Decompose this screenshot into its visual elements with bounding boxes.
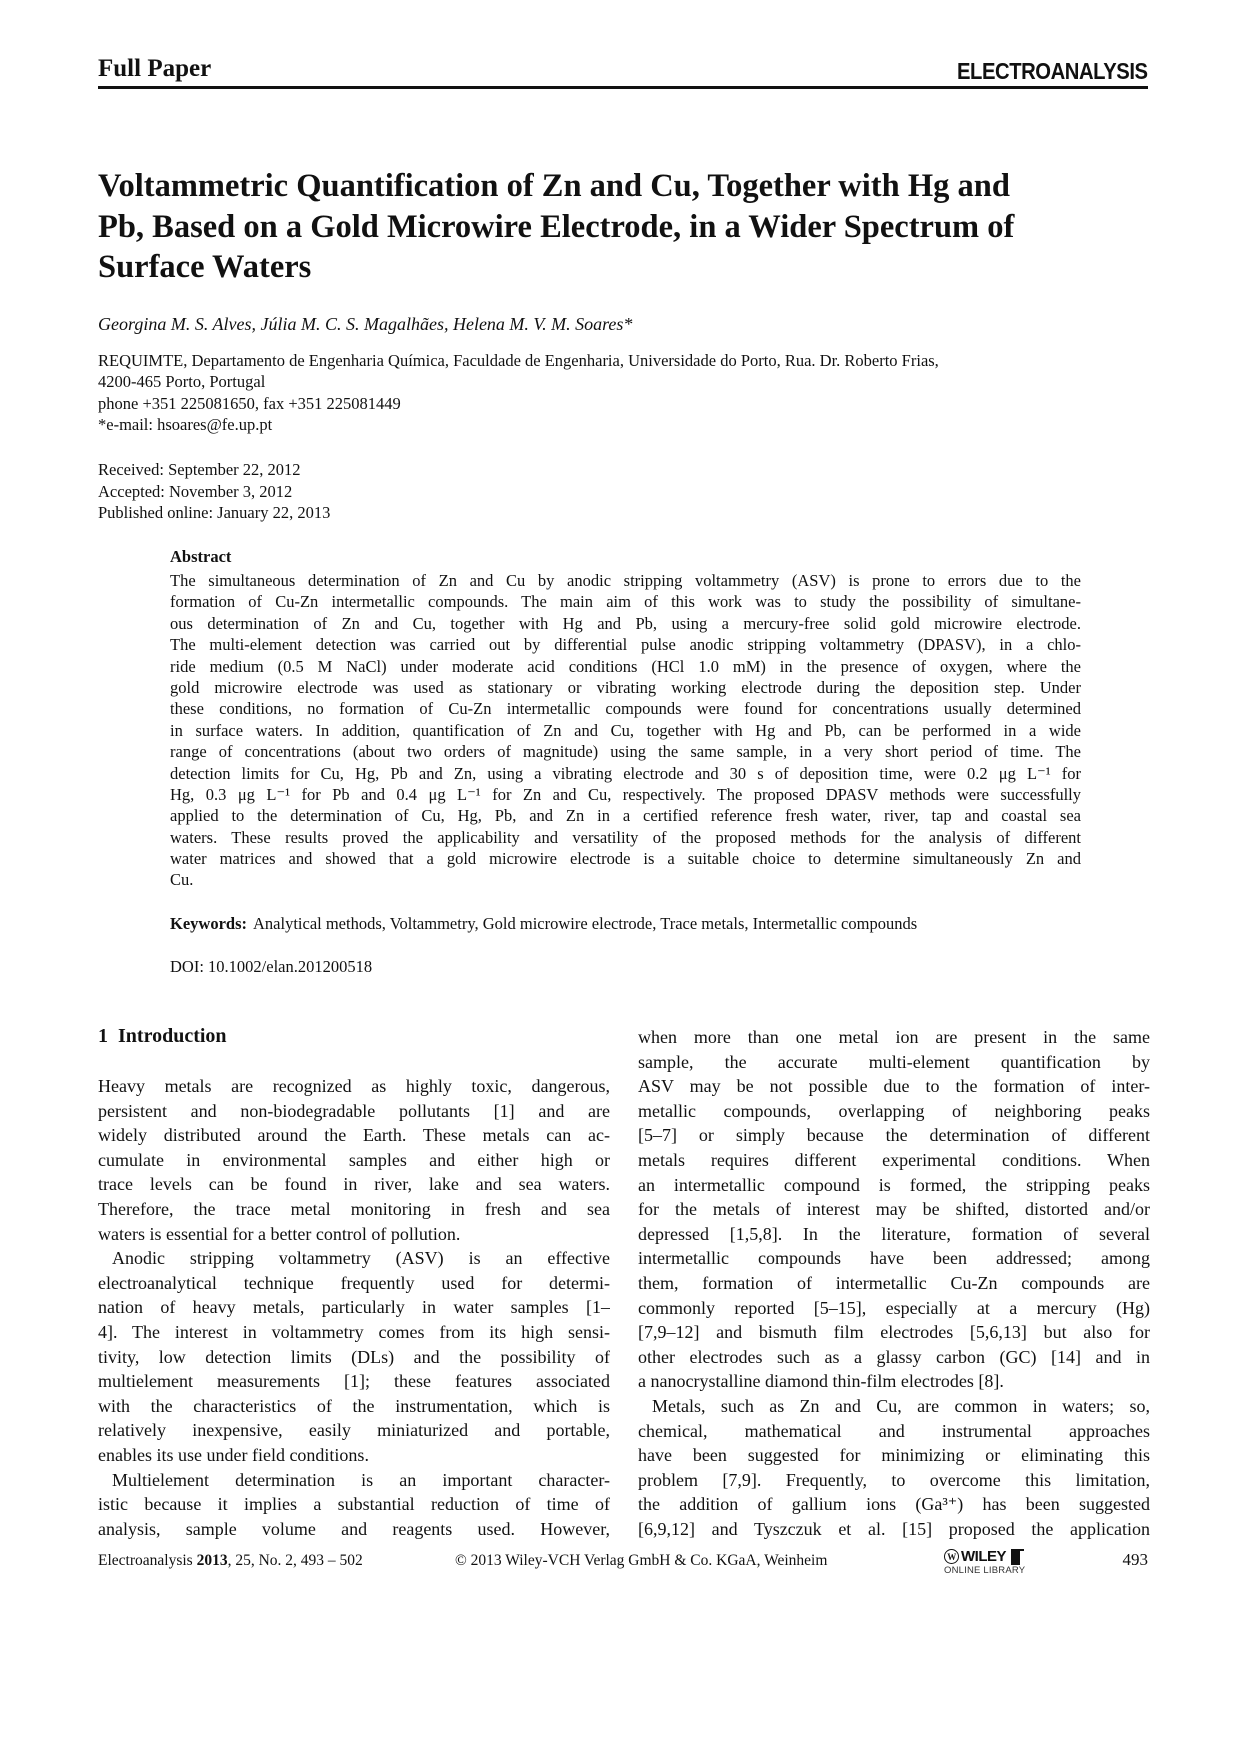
title-line: Surface Waters bbox=[98, 249, 312, 285]
text-line: waters. These results proved the applicability and versatility of the proposed methods for the analysis of different bbox=[170, 827, 1081, 847]
text-line: commonly reported [5–15], especially at a mercury (Hg) bbox=[638, 1297, 1150, 1318]
affiliation-line: 4200-465 Porto, Portugal bbox=[98, 372, 266, 392]
text-line: Cu. bbox=[170, 870, 194, 890]
text-line: them, formation of intermetallic Cu-Zn compounds are bbox=[638, 1272, 1150, 1293]
text-line: istic because it implies a substantial reduction of time of bbox=[98, 1494, 610, 1515]
text-line: enables its use under field conditions. bbox=[98, 1444, 369, 1465]
text-line: [5–7] or simply because the determination of different bbox=[638, 1125, 1150, 1146]
section-title: Introduction bbox=[118, 1025, 227, 1047]
text-line: multielement measurements [1]; these features associated bbox=[98, 1371, 610, 1392]
wiley-emblem-icon: W bbox=[944, 1549, 959, 1564]
text-line: Hg, 0.3 μg L⁻¹ for Pb and 0.4 μg L⁻¹ for Zn and Cu, respectively. The proposed DPASV methods were successfully bbox=[170, 784, 1081, 804]
text-line: metals requires different experimental conditions. When bbox=[638, 1149, 1150, 1170]
logo-sub-text: ONLINE LIBRARY bbox=[944, 1565, 1026, 1576]
text-line: [6,9,12] and Tyszczuk et al. [15] proposed the application bbox=[638, 1518, 1150, 1539]
accepted-date: Accepted: November 3, 2012 bbox=[98, 481, 293, 501]
books-icon bbox=[1011, 1549, 1024, 1565]
text-line: depressed [1,5,8]. In the literature, formation of several bbox=[638, 1223, 1150, 1244]
abstract-heading: Abstract bbox=[170, 547, 232, 566]
doi: DOI: 10.1002/elan.201200518 bbox=[170, 957, 373, 976]
published-date: Published online: January 22, 2013 bbox=[98, 503, 331, 522]
authors: Georgina M. S. Alves, Júlia M. C. S. Magalhães, Helena M. V. M. Soares* bbox=[98, 314, 633, 334]
text-line: ride medium (0.5 M NaCl) under moderate acid conditions (HCl 1.0 mM) in the presence of oxygen, where the bbox=[170, 656, 1081, 676]
text-line: other electrodes such as a glassy carbon (GC) [14] and in bbox=[638, 1346, 1150, 1367]
paper-title bbox=[98, 166, 1158, 288]
footer-copyright: © 2013 Wiley-VCH Verlag GmbH & Co. KGaA, Weinheim bbox=[455, 1552, 828, 1569]
text-line: detection limits for Cu, Hg, Pb and Zn, using a vibrating electrode and 30 s of deposition time, were 0.2 μg L⁻¹ for bbox=[170, 763, 1081, 783]
journal-name: ELECTROANALYSIS bbox=[957, 58, 1148, 84]
text-line: persistent and non-biodegradable pollutants [1] and are bbox=[98, 1100, 610, 1121]
section-heading bbox=[98, 1025, 237, 1048]
text-line: waters is essential for a better control of pollution. bbox=[98, 1223, 461, 1244]
text-line: 4]. The interest in voltammetry comes from its high sensi- bbox=[98, 1321, 610, 1342]
keywords bbox=[170, 914, 917, 934]
text-line: intermetallic compounds have been addressed; among bbox=[638, 1248, 1150, 1269]
text-line: cumulate in environmental samples and either high or bbox=[98, 1149, 610, 1170]
text-line: widely distributed around the Earth. These metals can ac- bbox=[98, 1125, 610, 1146]
header-rule bbox=[98, 86, 1148, 89]
right-column bbox=[638, 1025, 1150, 1541]
publication-dates bbox=[98, 459, 330, 524]
text-line: analysis, sample volume and reagents used. However, bbox=[98, 1518, 610, 1539]
contact-phone: phone +351 225081650, fax +351 225081449 bbox=[98, 393, 401, 413]
received-date: Received: September 22, 2012 bbox=[98, 460, 301, 479]
text-line: tivity, low detection limits (DLs) and the possibility of bbox=[98, 1346, 610, 1367]
text-line: relatively inexpensive, easily miniaturized and portable, bbox=[98, 1420, 610, 1441]
text-line: The multi-element detection was carried out by differential pulse anodic stripping voltammetry (DPASV), in a chlo- bbox=[170, 635, 1081, 655]
text-line: Therefore, the trace metal monitoring in fresh and sea bbox=[98, 1198, 610, 1219]
text-line: formation of Cu-Zn intermetallic compounds. The main aim of this work was to study the possibility of simultane- bbox=[170, 592, 1081, 612]
text-line: Metals, such as Zn and Cu, are common in waters; so, bbox=[652, 1395, 1150, 1416]
title-line: Voltammetric Quantification of Zn and Cu, Together with Hg and bbox=[98, 168, 1010, 204]
text-line: problem [7,9]. Frequently, to overcome this limitation, bbox=[638, 1469, 1150, 1490]
text-line: an intermetallic compound is formed, the stripping peaks bbox=[638, 1174, 1150, 1195]
text-line: water matrices and showed that a gold microwire electrode is a suitable choice to determine simultaneously Zn and bbox=[170, 849, 1081, 869]
text-line: the addition of gallium ions (Ga³⁺) has been suggested bbox=[638, 1494, 1150, 1515]
text-line: electroanalytical technique frequently used for determi- bbox=[98, 1272, 610, 1293]
text-line: Multielement determination is an important character- bbox=[112, 1469, 610, 1490]
abstract-body bbox=[170, 570, 1081, 891]
text-line: when more than one metal ion are present in the same bbox=[638, 1027, 1150, 1047]
affiliation bbox=[98, 350, 939, 435]
text-line: nation of heavy metals, particularly in water samples [1– bbox=[98, 1297, 610, 1318]
section-type-label: Full Paper bbox=[98, 55, 212, 82]
text-line: gold microwire electrode was used as stationary or vibrating working electrode during the deposition step. Under bbox=[170, 677, 1081, 697]
text-line: metallic compounds, overlapping of neighboring peaks bbox=[638, 1100, 1150, 1121]
keywords-text: Analytical methods, Voltammetry, Gold microwire electrode, Trace metals, Intermetallic compounds bbox=[253, 914, 918, 933]
affiliation-line: REQUIMTE, Departamento de Engenharia Química, Faculdade de Engenharia, Universidade do Porto, Rua. Dr. Roberto Frias, bbox=[98, 351, 939, 370]
footer-citation bbox=[98, 1552, 363, 1570]
text-line: for the metals of interest may be shifted, distorted and/or bbox=[638, 1199, 1150, 1220]
text-line: have been suggested for minimizing or eliminating this bbox=[638, 1445, 1150, 1466]
text-line: [7,9–12] and bismuth film electrodes [5,6,13] but also for bbox=[638, 1322, 1150, 1343]
text-line: Heavy metals are recognized as highly toxic, dangerous, bbox=[98, 1076, 610, 1096]
wiley-online-library-logo bbox=[944, 1548, 1025, 1576]
text-line: these conditions, no formation of Cu-Zn intermetallic compounds were found for concentrations usually determined bbox=[170, 699, 1081, 719]
left-column bbox=[98, 1074, 610, 1541]
text-line: in surface waters. In addition, quantification of Zn and Cu, together with Hg and Pb, can be performed in a wide bbox=[170, 720, 1081, 740]
text-line: Anodic stripping voltammetry (ASV) is an effective bbox=[112, 1248, 610, 1269]
title-line: Pb, Based on a Gold Microwire Electrode, in a Wider Spectrum of bbox=[98, 208, 1015, 245]
text-line: with the characteristics of the instrumentation, which is bbox=[98, 1395, 610, 1416]
page-number: 493 bbox=[1122, 1550, 1148, 1569]
text-line: sample, the accurate multi-element quantification by bbox=[638, 1051, 1150, 1072]
text-line: chemical, mathematical and instrumental approaches bbox=[638, 1420, 1150, 1441]
text-line: applied to the determination of Cu, Hg, Pb, and Zn in a certified reference fresh water, river, tap and coastal sea bbox=[170, 806, 1081, 826]
footer-volume: , 25, No. 2, 493 – 502 bbox=[227, 1552, 363, 1569]
text-line: trace levels can be found in river, lake and sea waters. bbox=[98, 1174, 610, 1195]
text-line: ous determination of Zn and Cu, together with Hg and Pb, using a mercury-free solid gold microwire electrode. bbox=[170, 613, 1081, 633]
text-line: ASV may be not possible due to the formation of inter- bbox=[638, 1076, 1150, 1097]
text-line: The simultaneous determination of Zn and Cu by anodic stripping voltammetry (ASV) is prone to errors due to the bbox=[170, 571, 1081, 590]
footer-journal: Electroanalysis bbox=[98, 1552, 197, 1569]
footer-year: 2013 bbox=[196, 1552, 228, 1569]
logo-main-text: WILEY bbox=[961, 1548, 1006, 1565]
section-number: 1 bbox=[98, 1025, 108, 1047]
keywords-label: Keywords: bbox=[170, 914, 247, 933]
text-line: a nanocrystalline diamond thin-film electrodes [8]. bbox=[638, 1371, 1004, 1392]
contact-email: *e-mail: hsoares@fe.up.pt bbox=[98, 414, 273, 434]
text-line: range of concentrations (about two orders of magnitude) using the same sample, in a very short period of time. The bbox=[170, 742, 1081, 762]
